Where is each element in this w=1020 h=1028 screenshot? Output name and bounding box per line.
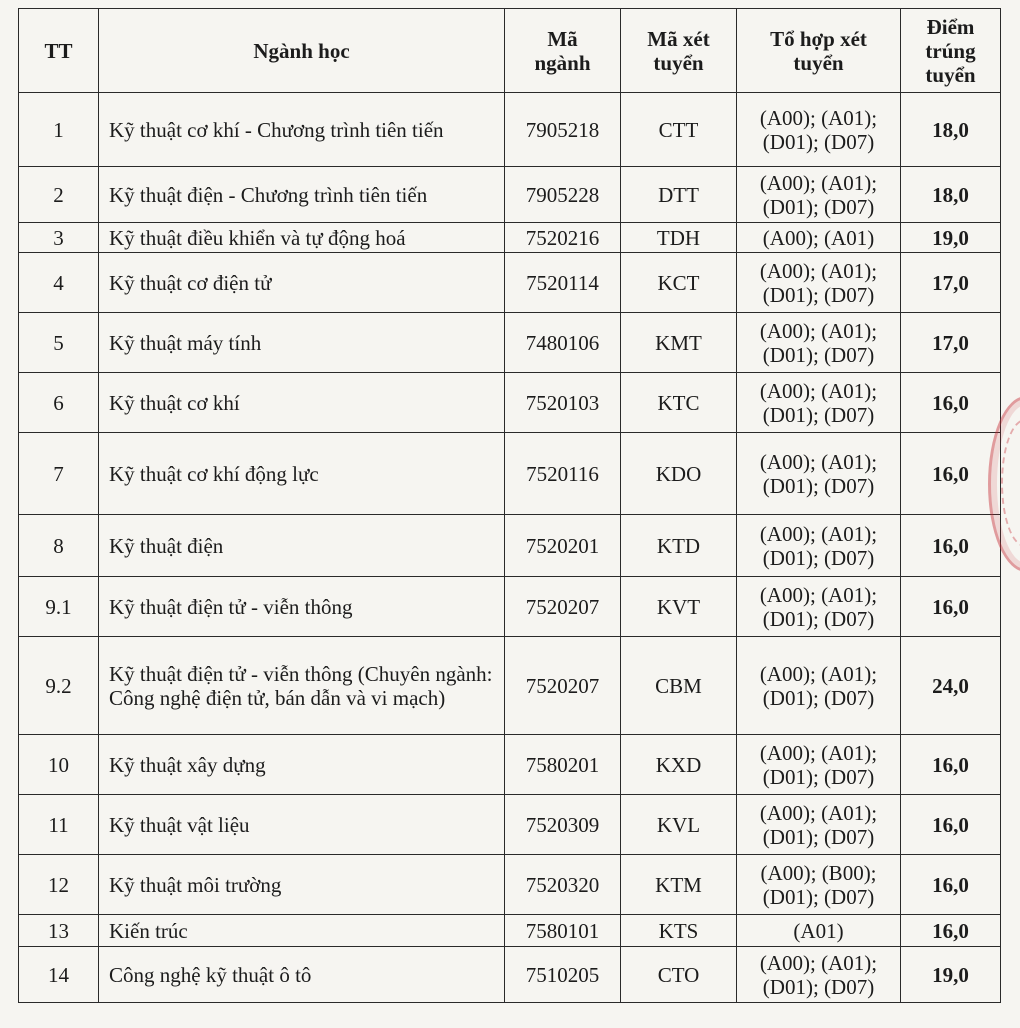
table-row xyxy=(19,795,1001,855)
row-to-hop-line: (D01); (D07) xyxy=(762,545,875,570)
row-ma-nganh: 7580201 xyxy=(505,735,621,795)
row-diem: 17,0 xyxy=(901,313,1001,373)
row-ma-xet-tuyen: TDH xyxy=(621,223,737,253)
header-to-hop-line: Tổ hợp xét xyxy=(770,26,867,51)
header-tt: TT xyxy=(19,9,99,93)
row-nganh-hoc: Kỹ thuật máy tính xyxy=(99,313,505,373)
row-to-hop-line: (A00); (A01); xyxy=(759,449,878,474)
row-ma-xet-tuyen: CBM xyxy=(621,637,737,735)
row-to-hop xyxy=(737,855,901,915)
row-to-hop xyxy=(737,947,901,1003)
row-ma-nganh: 7520216 xyxy=(505,223,621,253)
table-row xyxy=(19,515,1001,577)
row-nganh-hoc: Kỹ thuật môi trường xyxy=(99,855,505,915)
row-to-hop-line: (D01); (D07) xyxy=(762,685,875,710)
row-ma-nganh: 7520201 xyxy=(505,515,621,577)
row-nganh-hoc: Kỹ thuật xây dựng xyxy=(99,735,505,795)
row-nganh-hoc: Kỹ thuật cơ khí - Chương trình tiên tiến xyxy=(99,93,505,167)
row-to-hop-line: (A00); (B00); xyxy=(760,860,877,885)
row-diem: 16,0 xyxy=(901,855,1001,915)
row-to-hop-line: (A00); (A01); xyxy=(759,318,878,343)
row-to-hop xyxy=(737,93,901,167)
row-to-hop-line: (A00); (A01); xyxy=(759,378,878,403)
table-row xyxy=(19,915,1001,947)
row-tt: 11 xyxy=(19,795,99,855)
header-ma-xet-tuyen-line: tuyển xyxy=(653,50,704,75)
row-nganh-hoc: Kiến trúc xyxy=(99,915,505,947)
row-to-hop xyxy=(737,795,901,855)
row-to-hop-line: (A00); (A01); xyxy=(759,800,878,825)
row-ma-nganh: 7520103 xyxy=(505,373,621,433)
header-nganh-hoc: Ngành học xyxy=(99,9,505,93)
row-ma-xet-tuyen: KTC xyxy=(621,373,737,433)
row-to-hop-line: (D01); (D07) xyxy=(762,282,875,307)
row-diem: 18,0 xyxy=(901,93,1001,167)
row-tt: 7 xyxy=(19,433,99,515)
row-diem: 16,0 xyxy=(901,515,1001,577)
row-to-hop xyxy=(737,735,901,795)
table-row xyxy=(19,167,1001,223)
header-row xyxy=(19,9,1001,93)
row-tt: 2 xyxy=(19,167,99,223)
row-tt: 3 xyxy=(19,223,99,253)
row-to-hop-line: (D01); (D07) xyxy=(762,473,875,498)
row-ma-xet-tuyen: KDO xyxy=(621,433,737,515)
row-nganh-hoc: Kỹ thuật cơ điện tử xyxy=(99,253,505,313)
row-ma-xet-tuyen: CTO xyxy=(621,947,737,1003)
table-body xyxy=(19,93,1001,1003)
row-tt: 9.1 xyxy=(19,577,99,637)
row-ma-xet-tuyen: KVT xyxy=(621,577,737,637)
row-nganh-hoc: Kỹ thuật vật liệu xyxy=(99,795,505,855)
row-tt: 8 xyxy=(19,515,99,577)
row-to-hop-line: (D01); (D07) xyxy=(762,824,875,849)
row-nganh-hoc: Kỹ thuật điện tử - viễn thông (Chuyên ngành: Công nghệ điện tử, bán dẫn và vi mạch) xyxy=(99,637,505,735)
row-to-hop xyxy=(737,167,901,223)
table-row xyxy=(19,253,1001,313)
row-to-hop xyxy=(737,577,901,637)
row-to-hop-line: (A00); (A01); xyxy=(759,582,878,607)
row-diem: 16,0 xyxy=(901,373,1001,433)
row-to-hop-line: (A00); (A01); xyxy=(759,950,878,975)
row-to-hop-line: (A01) xyxy=(793,918,844,943)
table-row xyxy=(19,433,1001,515)
row-diem: 16,0 xyxy=(901,795,1001,855)
row-nganh-hoc: Kỹ thuật điện tử - viễn thông xyxy=(99,577,505,637)
table-row xyxy=(19,637,1001,735)
row-diem: 16,0 xyxy=(901,433,1001,515)
row-to-hop-line: (A00); (A01); xyxy=(759,170,878,195)
table-row xyxy=(19,223,1001,253)
row-tt: 1 xyxy=(19,93,99,167)
row-to-hop-line: (D01); (D07) xyxy=(762,974,875,999)
table-row xyxy=(19,93,1001,167)
row-ma-xet-tuyen: KVL xyxy=(621,795,737,855)
red-seal-stamp-ring xyxy=(1001,419,1020,547)
row-to-hop-line: (A00); (A01); xyxy=(759,661,878,686)
table-row xyxy=(19,577,1001,637)
row-diem: 16,0 xyxy=(901,577,1001,637)
header-diem-line: Điểm xyxy=(926,14,975,39)
row-to-hop-line: (A00); (A01); xyxy=(759,258,878,283)
row-ma-xet-tuyen: KMT xyxy=(621,313,737,373)
row-ma-xet-tuyen: KTD xyxy=(621,515,737,577)
row-nganh-hoc: Kỹ thuật cơ khí xyxy=(99,373,505,433)
row-to-hop xyxy=(737,433,901,515)
table-row xyxy=(19,735,1001,795)
row-to-hop-line: (D01); (D07) xyxy=(762,194,875,219)
admission-scores-table xyxy=(18,8,1001,1003)
row-to-hop xyxy=(737,915,901,947)
row-diem: 24,0 xyxy=(901,637,1001,735)
row-tt: 10 xyxy=(19,735,99,795)
row-to-hop xyxy=(737,373,901,433)
row-nganh-hoc: Kỹ thuật điện - Chương trình tiên tiến xyxy=(99,167,505,223)
row-tt: 12 xyxy=(19,855,99,915)
row-to-hop-line: (D01); (D07) xyxy=(762,342,875,367)
row-to-hop xyxy=(737,223,901,253)
row-nganh-hoc: Kỹ thuật điện xyxy=(99,515,505,577)
header-diem-line: tuyển xyxy=(925,62,976,87)
row-to-hop-line: (D01); (D07) xyxy=(762,606,875,631)
row-to-hop xyxy=(737,515,901,577)
row-to-hop-line: (D01); (D07) xyxy=(762,402,875,427)
table-row xyxy=(19,855,1001,915)
row-tt: 6 xyxy=(19,373,99,433)
row-ma-nganh: 7520309 xyxy=(505,795,621,855)
row-diem: 16,0 xyxy=(901,915,1001,947)
table-row xyxy=(19,313,1001,373)
row-diem: 17,0 xyxy=(901,253,1001,313)
row-ma-nganh: 7520207 xyxy=(505,577,621,637)
row-diem: 19,0 xyxy=(901,947,1001,1003)
row-tt: 14 xyxy=(19,947,99,1003)
header-ma-xet-tuyen-line: Mã xét xyxy=(647,26,710,51)
row-tt: 9.2 xyxy=(19,637,99,735)
row-to-hop-line: (A00); (A01); xyxy=(759,740,878,765)
header-ma-nganh xyxy=(505,9,621,93)
row-ma-nganh: 7520116 xyxy=(505,433,621,515)
row-ma-xet-tuyen: CTT xyxy=(621,93,737,167)
row-ma-xet-tuyen: KCT xyxy=(621,253,737,313)
header-to-hop xyxy=(737,9,901,93)
row-ma-nganh: 7905218 xyxy=(505,93,621,167)
row-diem: 18,0 xyxy=(901,167,1001,223)
row-ma-nganh: 7580101 xyxy=(505,915,621,947)
row-ma-xet-tuyen: DTT xyxy=(621,167,737,223)
row-to-hop xyxy=(737,637,901,735)
row-to-hop xyxy=(737,313,901,373)
row-to-hop-line: (A00); (A01); xyxy=(759,521,878,546)
header-diem-line: trúng xyxy=(925,38,976,63)
table-row xyxy=(19,373,1001,433)
row-tt: 13 xyxy=(19,915,99,947)
table-row xyxy=(19,947,1001,1003)
row-to-hop-line: (D01); (D07) xyxy=(762,884,875,909)
row-ma-nganh: 7520207 xyxy=(505,637,621,735)
row-ma-nganh: 7520320 xyxy=(505,855,621,915)
row-nganh-hoc: Kỹ thuật cơ khí động lực xyxy=(99,433,505,515)
row-to-hop-line: (D01); (D07) xyxy=(762,764,875,789)
header-to-hop-line: tuyển xyxy=(793,50,844,75)
row-ma-xet-tuyen: KTS xyxy=(621,915,737,947)
row-tt: 4 xyxy=(19,253,99,313)
row-ma-nganh: 7905228 xyxy=(505,167,621,223)
header-ma-xet-tuyen xyxy=(621,9,737,93)
header-ma-nganh-line: ngành xyxy=(534,50,591,75)
row-to-hop xyxy=(737,253,901,313)
row-nganh-hoc: Công nghệ kỹ thuật ô tô xyxy=(99,947,505,1003)
row-to-hop-line: (A00); (A01); xyxy=(759,105,878,130)
row-to-hop-line: (A00); (A01) xyxy=(762,225,875,250)
admission-scores-sheet xyxy=(18,8,1018,1022)
row-nganh-hoc: Kỹ thuật điều khiển và tự động hoá xyxy=(99,223,505,253)
row-diem: 16,0 xyxy=(901,735,1001,795)
row-to-hop-line: (D01); (D07) xyxy=(762,129,875,154)
header-diem xyxy=(901,9,1001,93)
row-diem: 19,0 xyxy=(901,223,1001,253)
row-ma-nganh: 7510205 xyxy=(505,947,621,1003)
row-ma-nganh: 7520114 xyxy=(505,253,621,313)
header-ma-nganh-line: Mã xyxy=(547,26,578,51)
row-tt: 5 xyxy=(19,313,99,373)
row-ma-xet-tuyen: KXD xyxy=(621,735,737,795)
row-ma-nganh: 7480106 xyxy=(505,313,621,373)
row-ma-xet-tuyen: KTM xyxy=(621,855,737,915)
